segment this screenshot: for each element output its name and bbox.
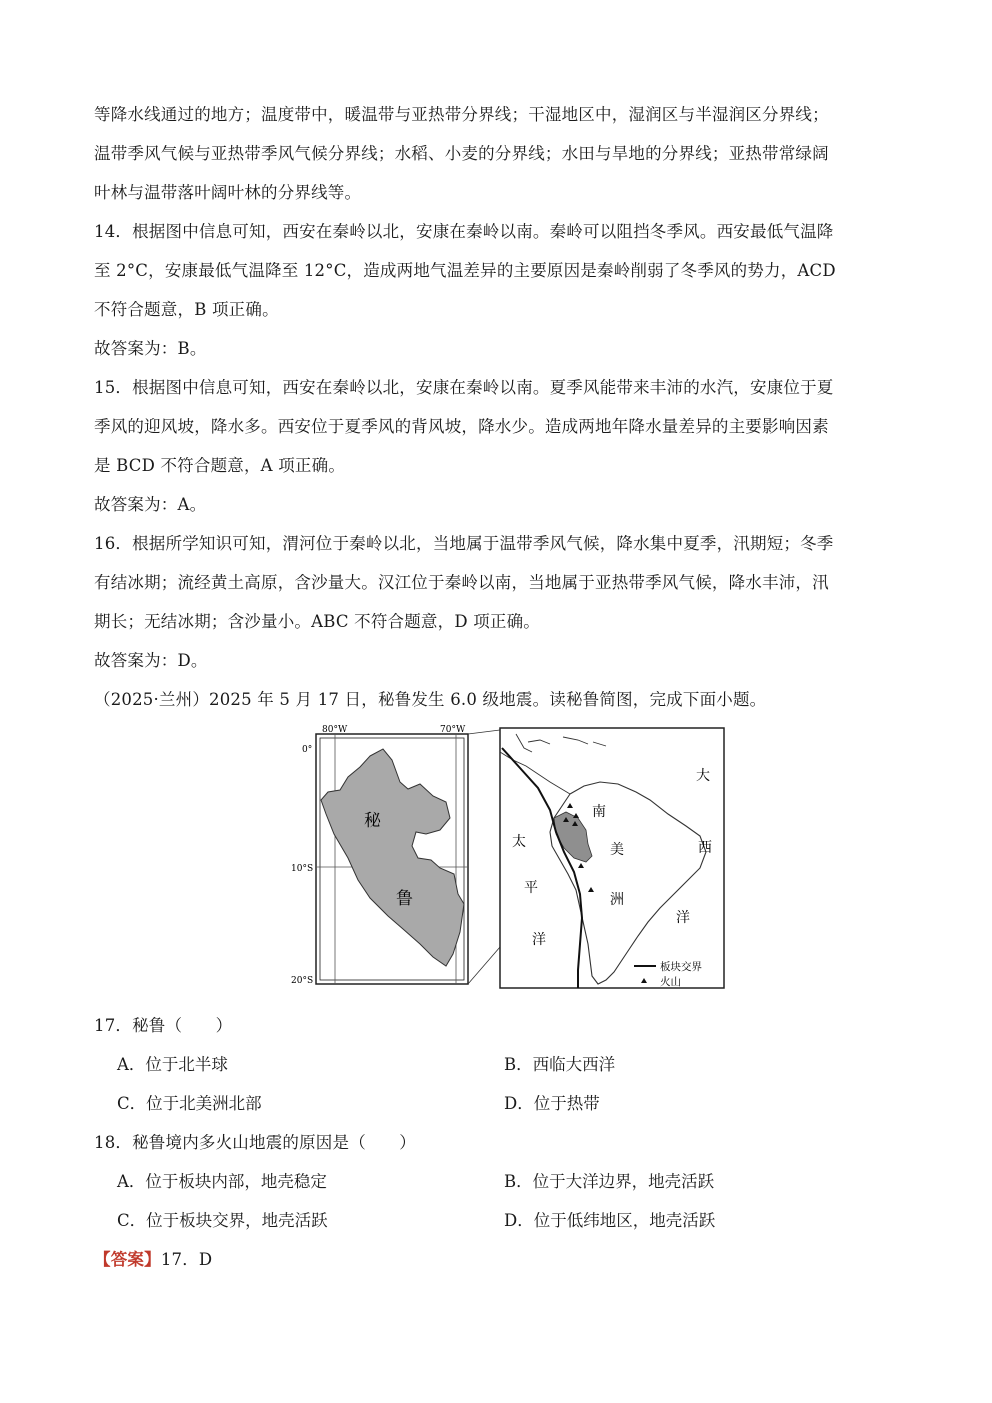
ocean-char-3: 洋 — [532, 932, 546, 948]
text-line-10: 是 BCD 不符合题意，A 项正确。 — [94, 456, 346, 475]
lon-label-70w: 70°W — [440, 725, 466, 735]
ocean-char-2: 平 — [524, 880, 538, 896]
q17-option-b[interactable]: B．西临大西洋 — [504, 1055, 616, 1074]
lat-label-10s: 10°S — [291, 864, 314, 874]
atlantic-char-3: 洋 — [676, 910, 690, 926]
peru-map-svg — [288, 722, 734, 992]
q17-stem: 17．秘鲁（ ） — [94, 1016, 233, 1035]
text-line-9: 季风的迎风坡，降水多。西安位于夏季风的背风坡，降水少。造成两地年降水量差异的主要影响因素 — [94, 417, 829, 436]
text-line-1: 等降水线通过的地方；温度带中，暖温带与亚热带分界线；干湿地区中，湿润区与半湿润区分界线； — [94, 105, 829, 124]
text-line-4: 14．根据图中信息可知，西安在秦岭以北，安康在秦岭以南。秦岭可以阻挡冬季风。西安最低气温降 — [94, 222, 834, 241]
lat-label-20s: 20°S — [291, 976, 314, 986]
legend-volcano-label: 火山 — [660, 976, 681, 988]
text-line-15: 故答案为：D。 — [94, 651, 208, 670]
q17-option-a[interactable]: A．位于北半球 — [117, 1055, 228, 1074]
atlantic-char-2: 西 — [698, 840, 712, 856]
text-line-16: （2025·兰州）2025 年 5 月 17 日，秘鲁发生 6.0 级地震。读秘鲁简图，完成下面小题。 — [94, 690, 767, 709]
atlantic-char-1: 大 — [696, 768, 710, 784]
connector-top — [468, 730, 500, 734]
answer-text: 17．D — [160, 1250, 213, 1269]
q17-option-c[interactable]: C．位于北美洲北部 — [117, 1094, 262, 1113]
text-line-3: 叶林与温带落叶阔叶林的分界线等。 — [94, 183, 362, 202]
lat-label-0: 0° — [302, 745, 313, 755]
legend-boundary-label: 板块交界 — [660, 961, 702, 973]
answer-tag: 【答案】 — [94, 1250, 161, 1269]
text-line-14: 期长；无结冰期；含沙量小。ABC 不符合题意，D 项正确。 — [94, 612, 540, 631]
text-line-2: 温带季风气候与亚热带季风气候分界线；水稻、小麦的分界线；水田与旱地的分界线；亚热带常绿阔 — [94, 144, 829, 163]
text-line-5: 至 2°C，安康最低气温降至 12°C，造成两地气温差异的主要原因是秦岭削弱了冬季风的势力，ACD — [94, 261, 836, 280]
continent-char-1: 南 — [592, 804, 606, 820]
q18-option-b[interactable]: B．位于大洋边界，地壳活跃 — [504, 1172, 715, 1191]
answer-line — [94, 1246, 212, 1270]
q17-option-d[interactable]: D．位于热带 — [504, 1094, 600, 1113]
continent-char-3: 洲 — [610, 892, 624, 908]
q18-stem: 18．秘鲁境内多火山地震的原因是（ ） — [94, 1133, 416, 1152]
text-line-6: 不符合题意，B 项正确。 — [94, 300, 279, 319]
peru-char-1: 秘 — [364, 811, 381, 831]
text-line-13: 有结冰期；流经黄土高原，含沙量大。汉江位于秦岭以南，当地属于亚热带季风气候，降水丰沛，汛 — [94, 573, 829, 592]
continent-char-2: 美 — [610, 842, 624, 858]
ocean-char-1: 太 — [512, 834, 526, 850]
q18-option-d[interactable]: D．位于低纬地区，地壳活跃 — [504, 1211, 716, 1230]
text-line-12: 16．根据所学知识可知，渭河位于秦岭以北，当地属于温带季风气候，降水集中夏季，汛期短；冬季 — [94, 534, 834, 553]
q18-option-a[interactable]: A．位于板块内部，地壳稳定 — [117, 1172, 327, 1191]
peru-map-figure — [288, 722, 734, 992]
lon-label-80w: 80°W — [322, 725, 348, 735]
text-line-11: 故答案为：A。 — [94, 495, 207, 514]
q18-option-c[interactable]: C．位于板块交界，地壳活跃 — [117, 1211, 328, 1230]
text-line-7: 故答案为：B。 — [94, 339, 207, 358]
text-line-8: 15．根据图中信息可知，西安在秦岭以北，安康在秦岭以南。夏季风能带来丰沛的水汽，安康位于夏 — [94, 378, 834, 397]
peru-char-2: 鲁 — [396, 889, 413, 909]
